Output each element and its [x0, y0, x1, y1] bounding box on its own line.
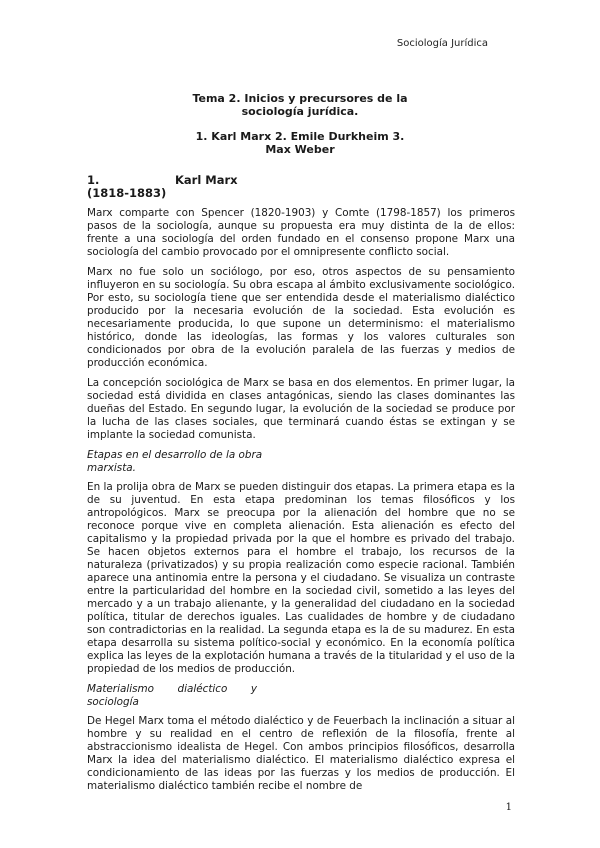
subheading-materialismo-line-2: sociología: [87, 696, 139, 708]
subheading-materialismo-line-1: Materialismo dialéctico y: [87, 683, 257, 695]
subheading-materialismo: [87, 683, 257, 709]
section-heading: [87, 174, 238, 200]
subheading-etapas: [87, 449, 287, 475]
subheading-etapas-line-1: Etapas en el desarrollo de la obra: [87, 449, 263, 461]
section-name: Karl Marx: [175, 173, 238, 187]
paragraph: La concepción sociológica de Marx se basa en dos elementos. En primer lugar, la sociedad está dividida en clases antagónicas, siendo las clases dominantes las dueñas del Estado. En segundo lugar, la evolución de la sociedad se produce por la lucha de las clases sociales, que terminará cuando éstas se extingan y se implante la sociedad comunista.: [87, 377, 515, 441]
document-title: [150, 92, 450, 156]
paragraph: Marx comparte con Spencer (1820-1903) y Comte (1798-1857) los primeros pasos de la sociología, aunque su propuesta era muy distinta de la de ellos: frente a una sociología del orden fundado en el consenso propone Marx una sociología del cambio provocado por el omnipresente conflicto social.: [87, 207, 515, 258]
paragraph: Marx no fue solo un sociólogo, por eso, otros aspectos de su pensamiento influyeron en su sociología. Su obra escapa al ámbito exclusivamente sociológico. Por esto, su sociología tiene que ser entendida desde el materialismo dialéctico producido por la necesaria evolución de la sociedad. Esta evolución es necesariamente producida, lo que supone un determinismo: el materialismo histórico, donde las ideologías, las formas y los valores culturales son condicionados por obra de la evolución paralela de las fuerzas y medios de producción económica.: [87, 266, 515, 369]
paragraph: De Hegel Marx toma el método dialéctico y de Feuerbach la inclinación a situar al hombre y su realidad en el centro de reflexión de la filosofía, frente al abstraccionismo idealista de Hegel. Con ambos principios filosóficos, desarrolla Marx la idea del materialismo dialéctico. El materialismo dialéctico expresa el condicionamiento de las ideas por las fuerzas y los medios de producción. El materialismo dialéctico también recibe el nombre de: [87, 715, 515, 792]
section-number: 1.: [87, 173, 100, 187]
document-body: [87, 207, 515, 800]
document-subtitle: [150, 130, 450, 156]
title-line-2: sociología jurídica.: [241, 105, 359, 118]
subtitle-line-1: 1. Karl Marx 2. Emile Durkheim 3.: [195, 130, 405, 143]
running-header: Sociología Jurídica: [396, 38, 488, 49]
subtitle-line-2: Max Weber: [265, 143, 335, 156]
page-number: 1: [505, 802, 512, 813]
section-years: (1818-1883): [87, 186, 167, 200]
subheading-etapas-line-2: marxista.: [87, 462, 136, 474]
title-line-1: Tema 2. Inicios y precursores de la: [192, 92, 408, 105]
paragraph: En la prolija obra de Marx se pueden distinguir dos etapas. La primera etapa es la de su juventud. En esta etapa predominan los temas filosóficos y los antropológicos. Marx se preocupa por la alienación del hombre que no se reconoce porque vive en completa alienación. Esta alienación es efecto del capitalismo y la propiedad privada por la que el hombre es privado del trabajo. Se hacen objetos externos para el hombre el trabajo, los recursos de la naturaleza (privatizados) y su propia realización como especie racional. También aparece una antinomia entre la persona y el ciudadano. Se visualiza un contraste entre la particularidad del hombre en la sociedad civil, sometido a las leyes del mercado y a un trabajo alienante, y la generalidad del ciudadano en la sociedad política, titular de derechos iguales. Las cualidades de hombre y de ciudadano son contradictorias en la realidad. La segunda etapa es la de su madurez. En esta etapa desarrolla su sistema político-social y económico. En la economía política explica las leyes de la explotación humana a través de la titularidad y el uso de la propiedad de los medios de producción.: [87, 481, 515, 675]
